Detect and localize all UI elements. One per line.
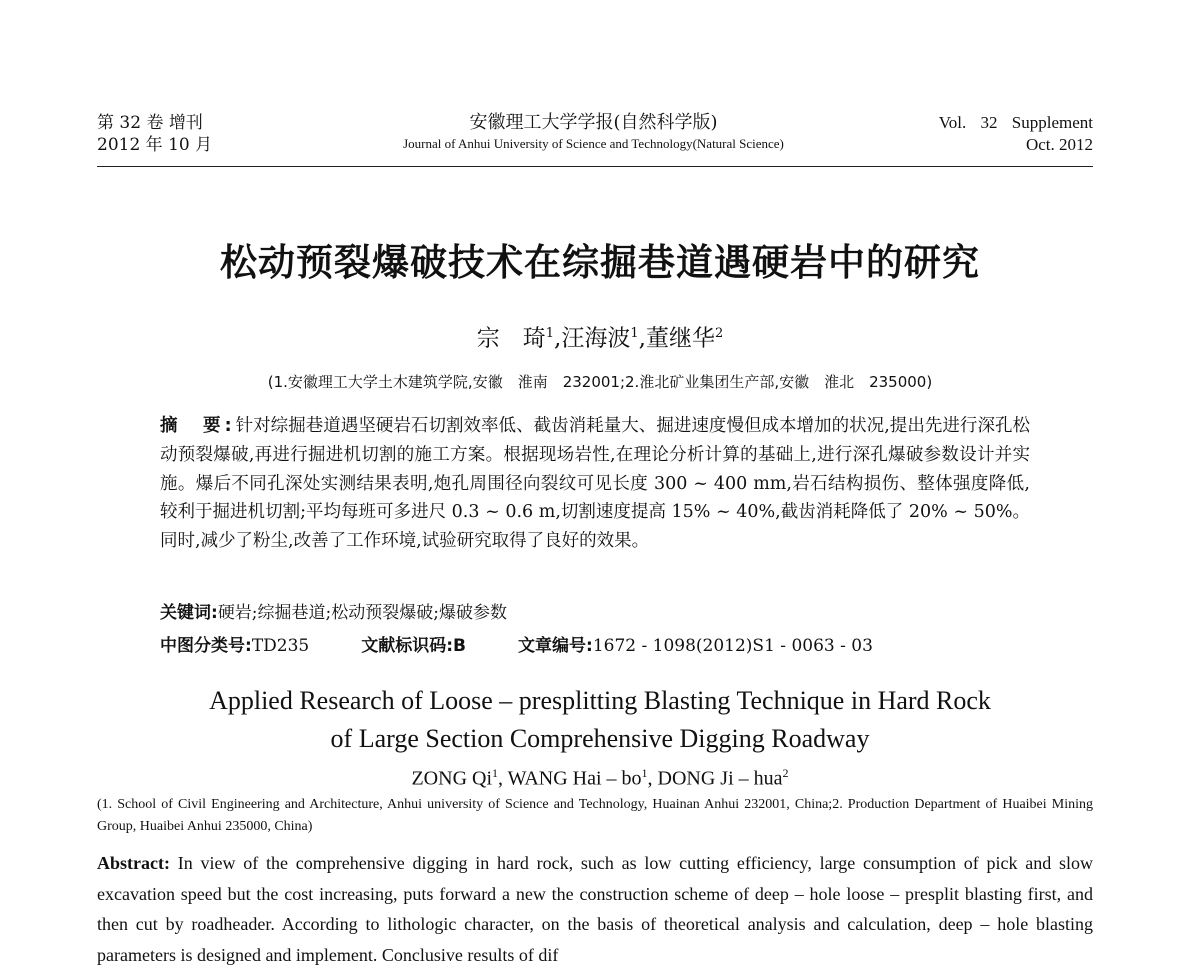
author-affil-mark: 1 [492, 766, 499, 780]
author-name: 董继华 [645, 325, 715, 352]
article-number-value: 1672 - 1098(2012)S1 - 0063 - 03 [592, 636, 873, 656]
author-affil-mark: 2 [782, 766, 789, 780]
header-left [97, 112, 212, 156]
affiliation-cn: (1.安徽理工大学土木建筑学院,安徽 淮南 232001;2.淮北矿业集团生产部,安徽 淮北 235000) [267, 373, 933, 391]
paper-title-en [0, 682, 1200, 758]
header-center [322, 112, 865, 154]
paper-title-cn: 松动预裂爆破技术在综掘巷道遇硬岩中的研究 [220, 240, 980, 284]
abstract-en-label: Abstract: [97, 853, 170, 873]
article-number-label: 文章编号: [518, 636, 593, 656]
classification-line [160, 633, 1030, 659]
date-cn: 2012 年 10 月 [97, 135, 213, 155]
author-affil-mark: 1 [545, 326, 555, 341]
journal-header [97, 112, 1093, 164]
author-name: 宗 琦 [476, 325, 546, 352]
volume-cn: 第 32 卷 增刊 [97, 113, 203, 133]
author-name: 汪海波 [561, 325, 631, 352]
paper-title-en-line1: Applied Research of Loose – presplitting Blasting Technique in Hard Rock [209, 686, 991, 715]
paper-title-en-line2: of Large Section Comprehensive Digging Roadway [330, 724, 870, 753]
author-name-en: DONG Ji – hua [657, 767, 783, 790]
header-right [939, 112, 1093, 156]
author-affil-mark: 2 [714, 326, 724, 341]
authors-en: ZONG Qi$^1$, WANG Hai – $bo^1$, DONG Ji – hua$^2$ [411, 766, 789, 790]
volume-en: Vol. 32 Supplement [938, 113, 1093, 132]
author-name-en: ZONG Qi [411, 767, 493, 790]
author-name-en: WANG Hai – bo [507, 767, 642, 790]
abstract-cn-text: 针对综掘巷道遇坚硬岩石切割效率低、截齿消耗量大、掘进速度慢但成本增加的状况,提出先进行深孔松动预裂爆破,再进行掘进机切割的施工方案。根据现场岩性,在理论分析计算的基础上,进行深孔爆破参数设计并实施。爆后不同孔深处实测结果表明,炮孔周围径向裂纹可见长度 300 ~ 400 mm,岩石结构损伤、整体强度降低,较利于掘进机切割;平均每班可多进尺 0.3 ~ 0.6 m,切割速度提高 15% ~ 40%,截齿消耗降低了 20% ~ 50%。同时,减少了粉尘,改善了工作环境,试验研究取得了良好的效果。 [160, 416, 1031, 552]
keywords-cn [160, 600, 1030, 626]
doc-code-value: B [453, 636, 467, 656]
doc-code-label: 文献标识码: [361, 636, 454, 656]
affiliation-en: (1. School of Civil Engineering and Architecture, Anhui university of Science and Technology, Huainan Anhui 232001, China;2. Production Department of Huaibei Mining Group, Huaibei Anhui 235000, China) [97, 797, 1093, 834]
author-affil-mark: 1 [630, 326, 639, 341]
header-rule [97, 166, 1093, 167]
authors-cn: 宗 琦$^1$,汪海波$^1$,董继华$^2$ [476, 325, 724, 352]
clc-value: TD235 [251, 636, 310, 656]
date-en: Oct. 2012 [1025, 135, 1093, 154]
abstract-cn [160, 412, 1030, 556]
abstract-cn-label: 摘 要: [160, 416, 236, 436]
journal-name-cn: 安徽理工大学学报(自然科学版) [469, 112, 718, 133]
keywords-label: 关键词: [160, 603, 218, 623]
author-affil-mark: 1 [641, 766, 648, 780]
keywords-text: 硬岩;综掘巷道;松动预裂爆破;爆破参数 [217, 603, 507, 623]
clc-label: 中图分类号: [160, 636, 252, 656]
journal-name-en: Journal of Anhui University of Science and Technology(Natural Science) [403, 136, 784, 151]
abstract-en-text: In view of the comprehensive digging in hard rock, such as low cutting efficiency, large consumption of pick and slow excavation speed but the cost increasing, puts forward a new the construction scheme of deep – hole loose – presplit blasting first, and then cut by roadheader. According to lithologic character, on the basis of theoretical analysis and calculation, deep – hole blasting parameters is designed and implement. Conclusive results of dif [97, 853, 1094, 965]
abstract-en [97, 848, 1093, 970]
